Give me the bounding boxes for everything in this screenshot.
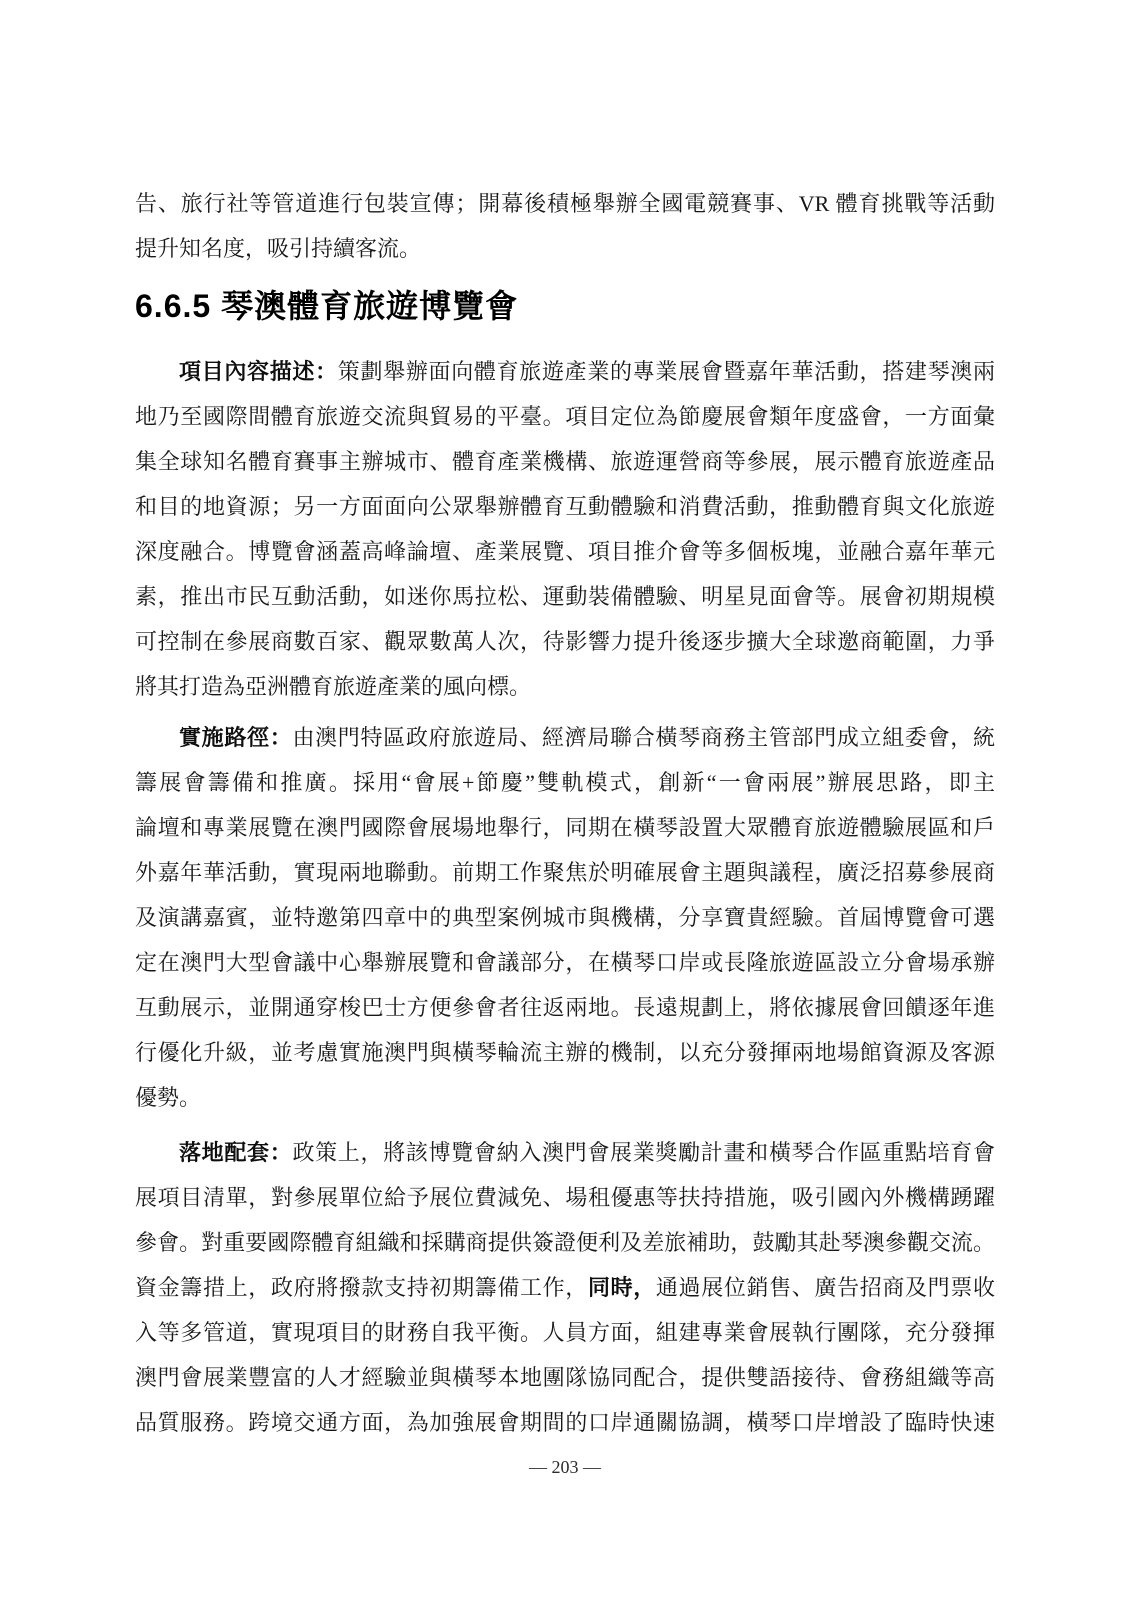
- body-text-line: 深度融合。博覽會涵蓋高峰論壇、產業展覽、項目推介會等多個板塊，並融合嘉年華元: [135, 539, 995, 564]
- body-text-segment: 由澳門特區政府旅遊局、經濟局聯合橫琴商務主管部門成立組委會，統: [292, 725, 995, 750]
- body-text-line: 定在澳門大型會議中心舉辦展覽和會議部分，在橫琴口岸或長隆旅遊區設立分會場承辦: [135, 950, 995, 975]
- body-text-line: 外嘉年華活動，實現兩地聯動。前期工作聚焦於明確展會主題與議程，廣泛招募參展商: [135, 860, 995, 885]
- paragraph-implementation-path: [135, 715, 995, 1120]
- paragraph-label: 落地配套：: [179, 1140, 293, 1165]
- body-text-line: 澳門會展業豐富的人才經驗並與橫琴本地團隊協同配合，提供雙語接待、會務組織等高: [135, 1365, 995, 1390]
- emphasis-text: 同時，: [587, 1275, 656, 1300]
- body-text-line: 告、旅行社等管道進行包裝宣傳；開幕後積極舉辦全國電競賽事、VR 體育挑戰等活動: [135, 191, 995, 216]
- body-text-segment: 資金籌措上，政府將撥款支持初期籌備工作，: [135, 1275, 588, 1300]
- body-text-line: 展項目清單，對參展單位給予展位費減免、場租優惠等扶持措施，吸引國內外機構踴躍: [135, 1185, 995, 1210]
- body-text-line: [135, 715, 995, 760]
- paragraph-carryover: [135, 181, 995, 271]
- body-text-line: [135, 349, 995, 394]
- body-text-segment: 政策上，將該博覽會納入澳門會展業獎勵計畫和橫琴合作區重點培育會: [292, 1140, 995, 1165]
- body-text-line: 集全球知名體育賽事主辦城市、體育產業機構、旅遊運營商等參展，展示體育旅遊產品: [135, 449, 995, 474]
- body-text-line: 地乃至國際間體育旅遊交流與貿易的平臺。項目定位為節慶展會類年度盛會，一方面彙: [135, 404, 995, 429]
- body-text-line: [135, 1265, 995, 1310]
- body-text-line: 參會。對重要國際體育組織和採購商提供簽證便利及差旅補助，鼓勵其赴琴澳參觀交流。: [135, 1230, 995, 1255]
- paragraph-label: 實施路徑：: [179, 725, 293, 750]
- body-text-line: 互動展示，並開通穿梭巴士方便參會者往返兩地。長遠規劃上，將依據展會回饋逐年進: [135, 995, 995, 1020]
- body-text-line: 和目的地資源；另一方面面向公眾舉辦體育互動體驗和消費活動，推動體育與文化旅遊: [135, 494, 995, 519]
- body-text-line: 及演講嘉賓，並特邀第四章中的典型案例城市與機構，分享寶貴經驗。首屆博覽會可選: [135, 905, 995, 930]
- body-text-line: 行優化升級，並考慮實施澳門與橫琴輪流主辦的機制，以充分發揮兩地場館資源及客源: [135, 1040, 995, 1065]
- paragraph-landing-support: [135, 1130, 995, 1445]
- body-text-line: 入等多管道，實現項目的財務自我平衡。人員方面，組建專業會展執行團隊，充分發揮: [135, 1320, 995, 1345]
- body-text-line: 素，推出市民互動活動，如迷你馬拉松、運動裝備體驗、明星見面會等。展會初期規模: [135, 584, 995, 609]
- section-heading: 6.6.5 琴澳體育旅遊博覽會: [135, 288, 519, 324]
- page-number: — 203 —: [529, 1457, 601, 1477]
- body-text-line: 優勢。: [135, 1085, 202, 1110]
- paragraph-project-description: [135, 349, 995, 709]
- body-text-line: 可控制在參展商數百家、觀眾數萬人次，待影響力提升後逐步擴大全球邀商範圍，力爭: [135, 629, 995, 654]
- body-text-segment: 策劃舉辦面向體育旅遊產業的專業展會暨嘉年華活動，搭建琴澳兩: [337, 359, 995, 384]
- body-text-line: [135, 1130, 995, 1175]
- body-text-line: 品質服務。跨境交通方面，為加強展會期間的口岸通關協調，橫琴口岸增設了臨時快速: [135, 1410, 995, 1435]
- body-text-line: 籌展會籌備和推廣。採用“會展+節慶”雙軌模式，創新“一會兩展”辦展思路，即主: [135, 770, 995, 795]
- body-text-line: 論壇和專業展覽在澳門國際會展場地舉行，同期在橫琴設置大眾體育旅遊體驗展區和戶: [135, 815, 995, 840]
- body-text-segment: 通過展位銷售、廣告招商及門票收: [655, 1275, 995, 1300]
- body-text-line: 將其打造為亞洲體育旅遊產業的風向標。: [135, 674, 532, 699]
- body-text-line: 提升知名度，吸引持續客流。: [135, 236, 422, 261]
- paragraph-label: 項目內容描述：: [179, 359, 338, 384]
